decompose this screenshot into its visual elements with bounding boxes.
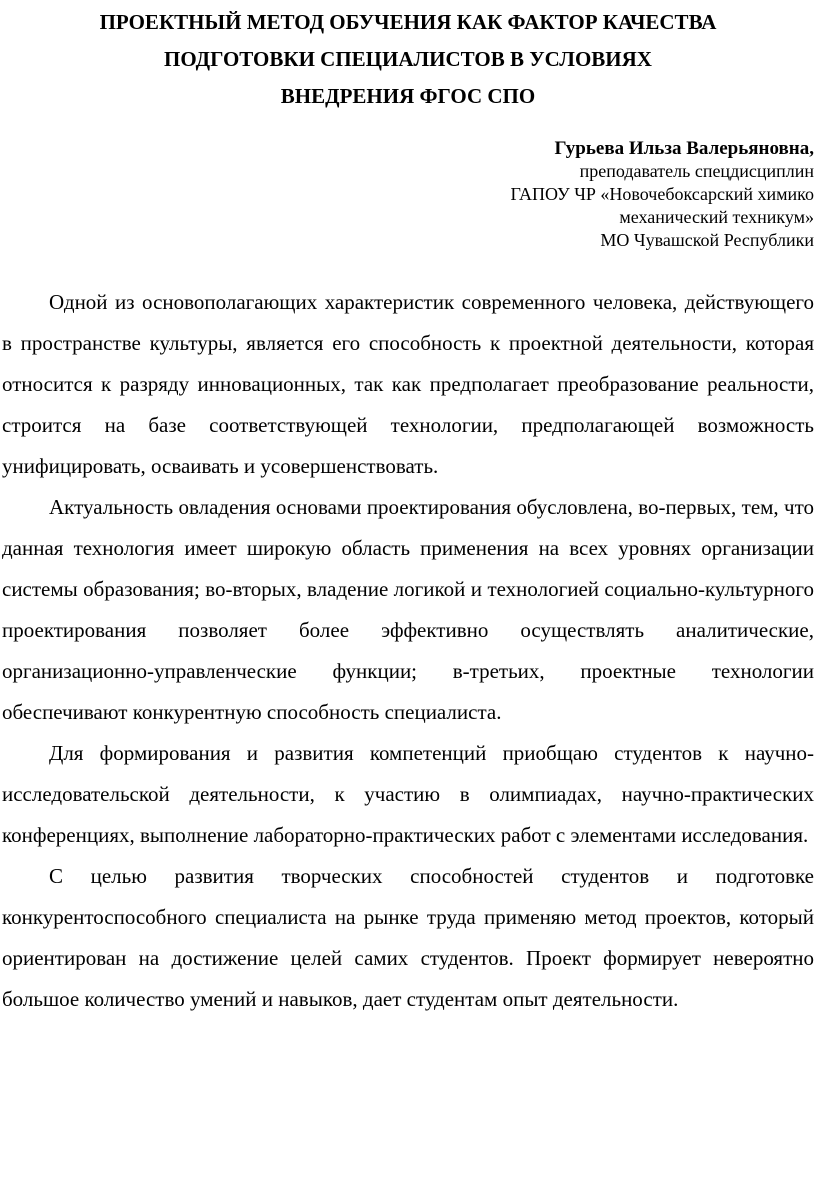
paragraph: Для формирования и развития компетенций приобщаю студентов к научно-исследовательской деятельности, к участию в олимпиадах, научно-практических конференциях, выполнение лабораторно-практических работ с элементами исследования. — [2, 741, 814, 847]
paragraph: Актуальность овладения основами проектирования обусловлена, во-первых, тем, что данная технология имеет широкую область применения на всех уровнях организации системы образования; во-вторых, владение логикой и технологией социально-культурного проектирования позволяет более эффективно осуществлять аналитические, организационно-управленческие функции; в-третьих, проектные технологии обеспечивают конкурентную способность специалиста. — [2, 495, 814, 724]
author-position: преподаватель спецдисциплин — [579, 161, 814, 181]
paragraph: С целью развития творческих способностей студентов и подготовке конкурентоспособного специалиста на рынке труда применяю метод проектов, который ориентирован на достижение целей самих студентов. Проект формирует невероятно большое количество умений и навыков, дает студентам опыт деятельности. — [2, 864, 814, 1011]
author-name: Гурьева Ильза Валерьяновна, — [554, 138, 814, 159]
document-title — [2, 0, 814, 115]
author-organization-cont: механический техникум» — [619, 207, 814, 227]
title-line: ВНЕДРЕНИЯ ФГОС СПО — [280, 84, 536, 108]
paragraph: Одной из основополагающих характеристик современного человека, действующего в пространстве культуры, является его способность к проектной деятельности, которая относится к разряду инновационных, так как предполагает преобразование реальности, строится на базе соответствующей технологии, предполагающей возможность унифицировать, осваивать и усовершенствовать. — [2, 290, 814, 478]
title-line: ПРОЕКТНЫЙ МЕТОД ОБУЧЕНИЯ КАК ФАКТОР КАЧЕСТВА — [99, 10, 717, 34]
article-body — [2, 282, 814, 1020]
author-organization: ГАПОУ ЧР «Новочебоксарский химико — [510, 184, 814, 204]
title-line: ПОДГОТОВКИ СПЕЦИАЛИСТОВ В УСЛОВИЯХ — [164, 47, 652, 71]
author-block — [2, 137, 814, 252]
author-region: МО Чувашской Республики — [600, 230, 814, 250]
